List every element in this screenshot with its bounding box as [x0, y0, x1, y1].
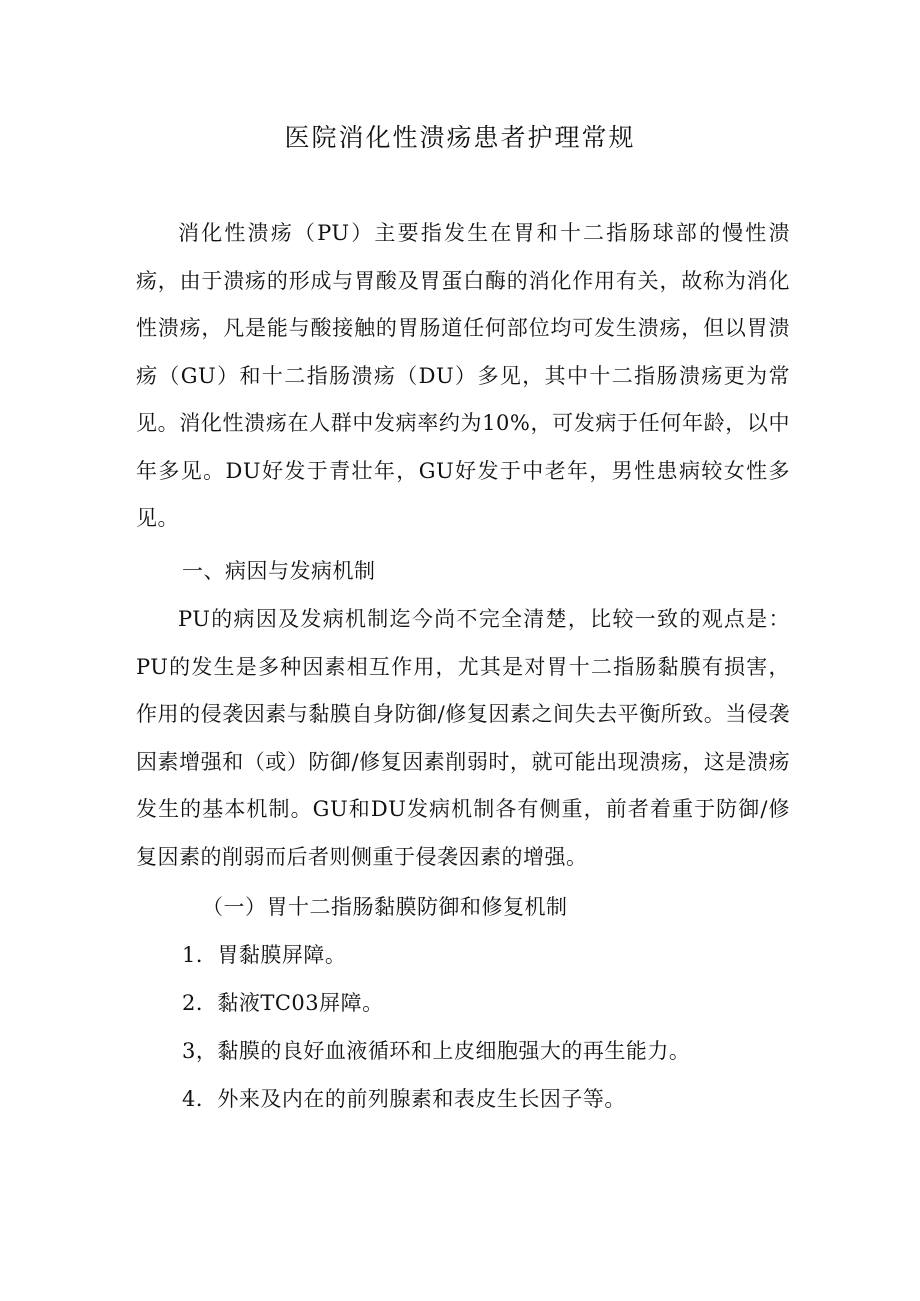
page-title: 医院消化性溃疡患者护理常规: [284, 123, 636, 152]
list-item: 3，黏膜的良好血液循环和上皮细胞强大的再生能力。: [182, 1039, 691, 1063]
intro-paragraph: 消化性溃疡（PU）主要指发生在胃和十二指肠球部的慢性溃疡，由于溃疡的形成与胃酸及胃蛋白酶的消化作用有关，故称为消化性溃疡，凡是能与酸接触的胃肠道任何部位均可发生溃疡，但以胃溃疡（GU）和十二指肠溃疡（DU）多见，其中十二指肠溃疡更为常见。消化性溃疡在人群中发病率约为10%，可发病于任何年龄，以中年多见。DU好发于青壮年，GU好发于中老年，男性患病较女性多见。: [136, 221, 790, 530]
intro-paragraph-block: [136, 210, 790, 543]
section-paragraph: PU的病因及发病机制迄今尚不完全清楚，比较一致的观点是：PU的发生是多种因素相互作用，尤其是对胃十二指肠黏膜有损害，作用的侵袭因素与黏膜自身防御/修复因素之间失去平衡所致。当侵袭因素增强和（或）防御/修复因素削弱时，就可能出现溃疡，这是溃疡发生的基本机制。GU和DU发病机制各有侧重，前者着重于防御/修复因素的削弱而后者则侧重于侵袭因素的增强。: [136, 607, 790, 869]
list-item: 2．黏液TC03屏障。: [182, 991, 384, 1015]
section-heading: 一、病因与发病机制: [182, 559, 376, 583]
section-paragraph-block: [136, 596, 790, 881]
list-item: 1．胃黏膜屏障。: [182, 943, 347, 967]
list-item: 4．外来及内在的前列腺素和表皮生长因子等。: [182, 1087, 626, 1111]
subsection-heading: （一）胃十二指肠黏膜防御和修复机制: [202, 895, 568, 919]
